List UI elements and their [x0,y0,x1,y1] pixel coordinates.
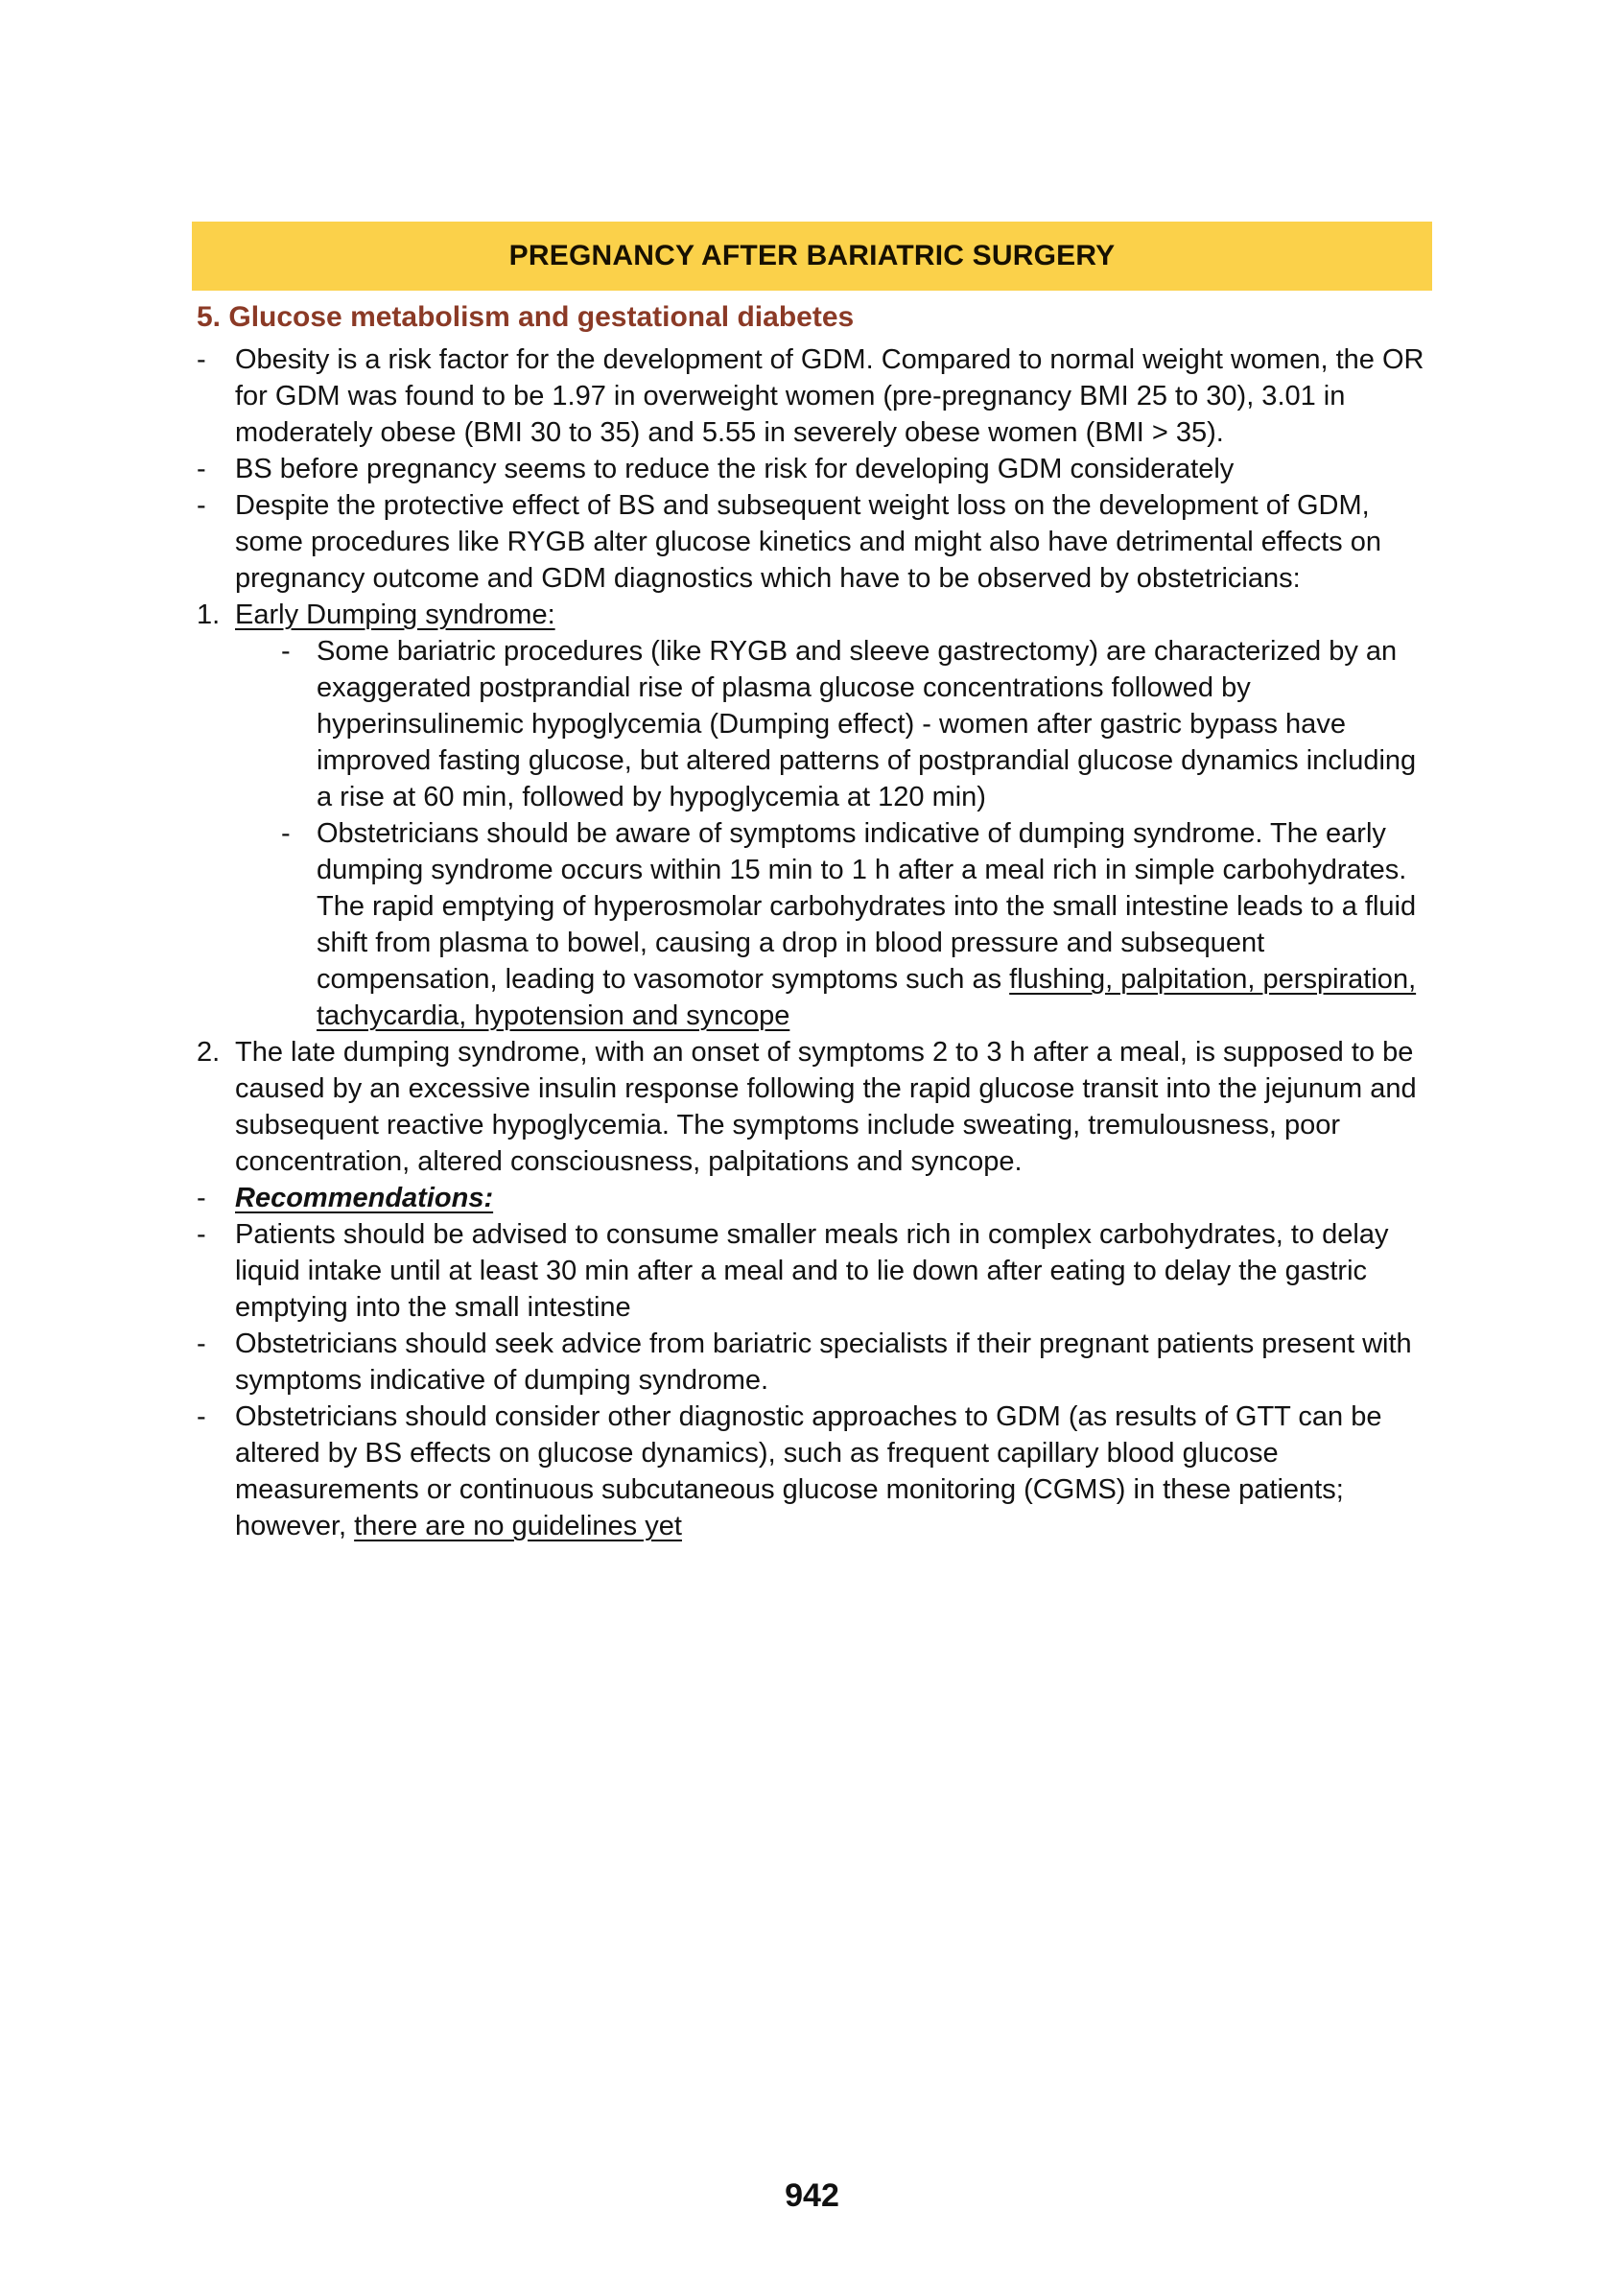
text-segment: Patients should be advised to consume smaller meals rich in complex carbohydrates, to delay liquid intake until at least 30 min after a meal and to lie down after eating to delay the gastric emptying into the small intestine [235,1219,1389,1323]
number-marker: 1. [197,600,221,630]
list-item [197,1180,1432,1216]
list-item [197,1216,1432,1326]
list-item-text [235,341,1432,451]
list-item-text [235,1399,1432,1544]
list-item-text [235,1326,1432,1399]
title-banner [192,222,1432,291]
list-item-text [235,487,1432,597]
text-segment: Obstetricians should be aware of symptoms indicative of dumping syndrome. The early dumping syndrome occurs within 15 min to 1 h after a meal rich in simple carbohydrates. The rapid emptying of hyperosmolar carbohydrates into the small intestine leads to a fluid shift from plasma to bowel, causing a drop in blood pressure and subsequent compensation, leading to vasomotor symptoms such as [317,818,1417,995]
bullet-marker: - [197,1329,206,1359]
list-item [197,487,1432,597]
number-marker: 2. [197,1037,221,1068]
list-item-text [235,597,1432,633]
list-item-text [235,1216,1432,1326]
list-item [197,1034,1432,1180]
text-segment: Some bariatric procedures (like RYGB and sleeve gastrectomy) are characterized by an exaggerated postprandial rise of plasma glucose concentrations followed by hyperinsulinemic hypoglycemia (Dumping effect) - women after gastric bypass have improved fasting glucose, but altered patterns of postprandial glucose dynamics including a rise at 60 min, followed by hypoglycemia at 120 min) [317,636,1417,812]
list-item [281,633,1432,815]
bullet-marker: - [197,1183,206,1213]
list-item-text [317,815,1432,1034]
text-segment: Early Dumping syndrome: [235,600,555,630]
list-item-text [235,451,1432,487]
list-item-text [235,1180,1432,1216]
bullet-marker: - [197,344,206,375]
page-title: PREGNANCY AFTER BARIATRIC SURGERY [508,240,1116,271]
page-number: 942 [785,2177,839,2214]
list-item-text [235,1034,1432,1180]
bullet-marker: - [197,454,206,484]
section-heading: 5. Glucose metabolism and gestational diabetes [197,301,855,333]
list-item [197,1399,1432,1544]
list-item [197,597,1432,633]
text-segment: Obesity is a risk factor for the development of GDM. Compared to normal weight women, the OR for GDM was found to be 1.97 in overweight women (pre-pregnancy BMI 25 to 30), 3.01 in moderately obese (BMI 30 to 35) and 5.55 in severely obese women (BMI > 35). [235,344,1424,448]
text-segment-underlined: there are no guidelines yet [354,1511,682,1541]
content-list [197,341,1432,1544]
recommendations-label: Recommendations: [235,1183,494,1213]
text-segment: Obstetricians should seek advice from bariatric specialists if their pregnant patients present with symptoms indicative of dumping syndrome. [235,1329,1412,1396]
text-segment: Despite the protective effect of BS and subsequent weight loss on the development of GDM, some procedures like RYGB alter glucose kinetics and might also have detrimental effects on pregnancy outcome and GDM diagnostics which have to be observed by obstetricians: [235,490,1381,594]
bullet-marker: - [281,818,291,849]
text-segment: The late dumping syndrome, with an onset of symptoms 2 to 3 h after a meal, is supposed to be caused by an excessive insulin response following the rapid glucose transit into the jejunum and subsequent reactive hypoglycemia. The symptoms include sweating, tremulousness, poor concentration, altered consciousness, palpitations and syncope. [235,1037,1417,1177]
list-item [197,451,1432,487]
bullet-marker: - [197,490,206,521]
bullet-marker: - [197,1401,206,1432]
bullet-marker: - [197,1219,206,1250]
text-segment: Obstetricians should consider other diagnostic approaches to GDM (as results of GTT can be altered by BS effects on glucose dynamics), such as frequent capillary blood glucose measurements or continuous subcutaneous glucose monitoring (CGMS) in these patients; however, [235,1401,1382,1541]
list-item [197,1326,1432,1399]
bullet-marker: - [281,636,291,667]
text-segment: BS before pregnancy seems to reduce the risk for developing GDM considerately [235,454,1235,484]
list-item [281,815,1432,1034]
text-segment-underlined: flushing, palpitation, perspiration, tachycardia, hypotension and syncope [317,964,1417,1031]
list-item-text [317,633,1432,815]
list-item [197,341,1432,451]
